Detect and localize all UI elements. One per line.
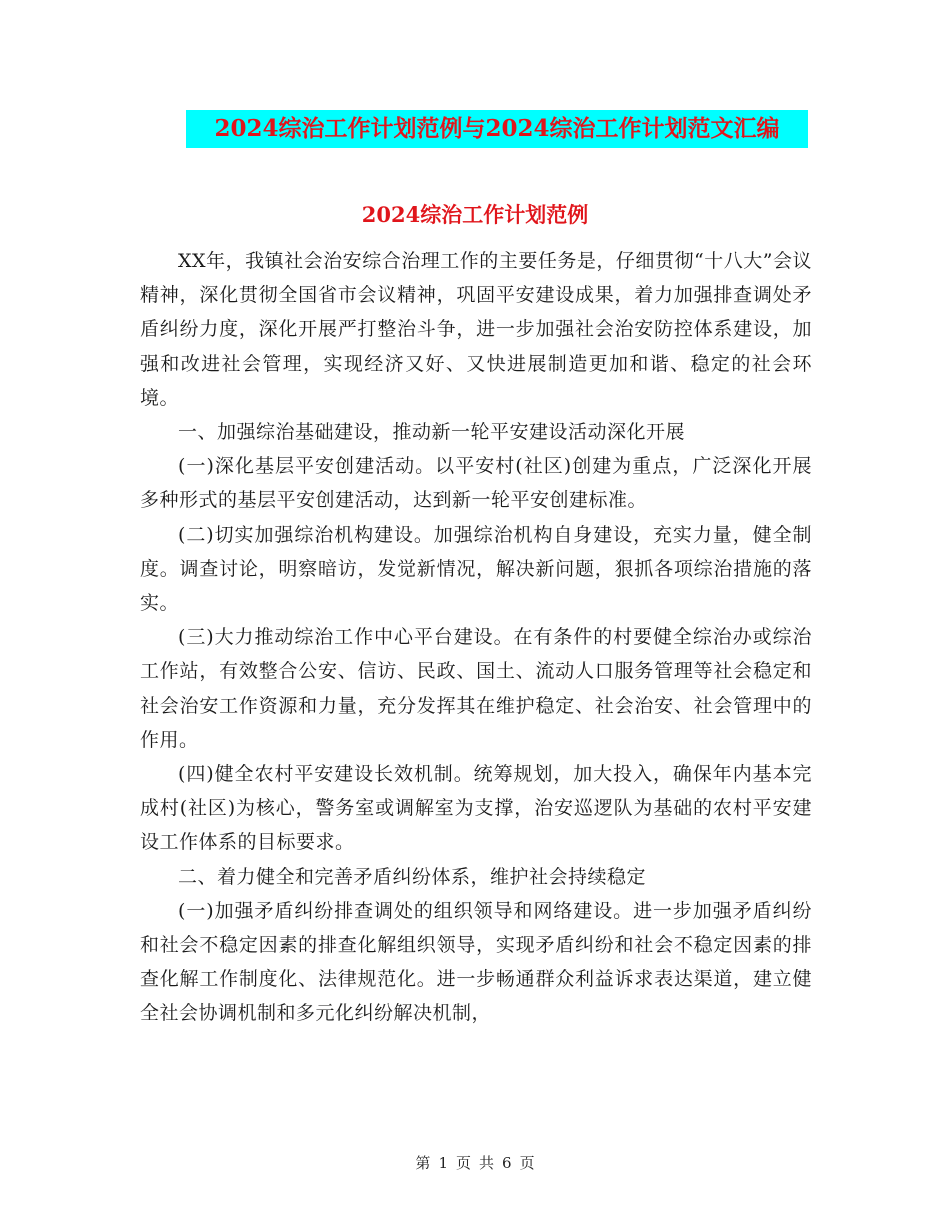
footer-total-pages: 6 xyxy=(502,1154,512,1172)
document-title: 2024综治工作计划范例与2024综治工作计划范文汇编 xyxy=(186,110,808,148)
section-title: 2024综治工作计划范例 xyxy=(361,202,589,227)
document-body xyxy=(140,244,812,1031)
paragraph-intro: XX年，我镇社会治安综合治理工作的主要任务是，仔细贯彻“十八大”会议精神，深化贯彻全国省市会议精神，巩固平安建设成果，着力加强排查调处矛盾纠纷力度，深化开展严打整治斗争，进一步加强社会治安防控体系建设，加强和改进社会管理，实现经济又好、又快进展制造更加和谐、稳定的社会环境。 xyxy=(140,250,812,409)
footer-prefix: 第 xyxy=(415,1154,431,1172)
paragraph-item-1-1: (一)深化基层平安创建活动。以平安村(社区)创建为重点，广泛深化开展多种形式的基层平安创建活动，达到新一轮平安创建标准。 xyxy=(140,455,812,512)
page-footer xyxy=(0,1153,950,1173)
footer-page-word: 页 xyxy=(455,1154,471,1172)
paragraph-item-1-3: (三)大力推动综治工作中心平台建设。在有条件的村要健全综治办或综治工作站，有效整合公安、信访、民政、国土、流动人口服务管理等社会稳定和社会治安工作资源和力量，充分发挥其在维护稳定、社会治安、社会管理中的作用。 xyxy=(140,626,812,751)
paragraph-item-1-2: (二)切实加强综治机构建设。加强综治机构自身建设，充实力量，健全制度。调查讨论，明察暗访，发觉新情况，解决新问题，狠抓各项综治措施的落实。 xyxy=(140,523,812,615)
footer-current-page: 1 xyxy=(438,1154,448,1172)
footer-total-prefix: 共 xyxy=(479,1154,495,1172)
paragraph-item-2-1: (一)加强矛盾纠纷排查调处的组织领导和网络建设。进一步加强矛盾纠纷和社会不稳定因素的排查化解组织领导，实现矛盾纠纷和社会不稳定因素的排查化解工作制度化、法律规范化。进一步畅通群众利益诉求表达渠道，建立健全社会协调机制和多元化纠纷解决机制， xyxy=(140,899,812,1025)
heading-section-1: 一、加强综治基础建设，推动新一轮平安建设活动深化开展 xyxy=(178,421,686,444)
footer-suffix: 页 xyxy=(519,1154,535,1172)
paragraph-item-1-4: (四)健全农村平安建设长效机制。统筹规划，加大投入，确保年内基本完成村(社区)为核心，警务室或调解室为支撑，治安巡逻队为基础的农村平安建设工作体系的目标要求。 xyxy=(140,763,812,854)
heading-section-2: 二、着力健全和完善矛盾纠纷体系，维护社会持续稳定 xyxy=(178,865,647,888)
